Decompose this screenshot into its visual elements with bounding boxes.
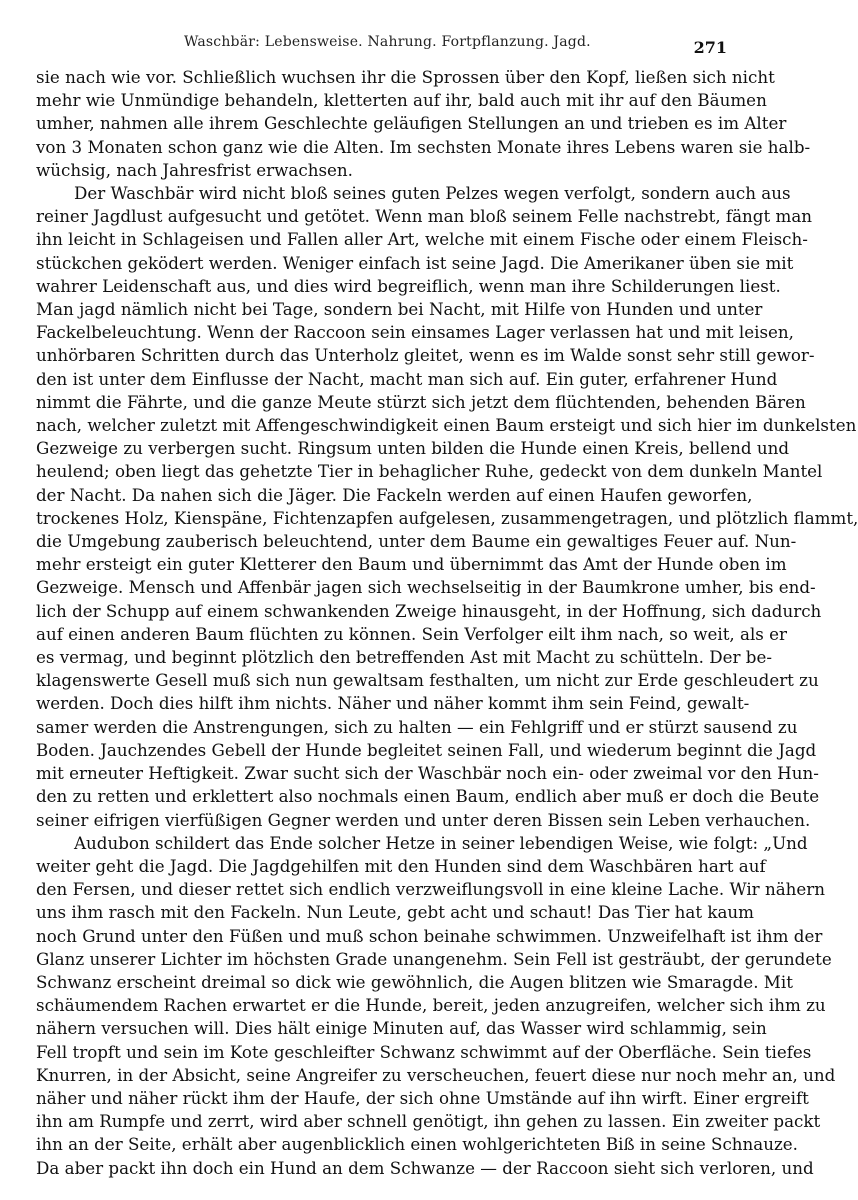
text-line: unhörbaren Schritten durch das Unterholz gleitet, wenn es im Walde sonst sehr still gewor-: [36, 345, 815, 366]
text-line: der Nacht. Da nahen sich die Jäger. Die Fackeln werden auf einen Haufen geworfen,: [36, 484, 753, 505]
text-line: samer werden die Anstrengungen, sich zu halten — ein Fehlgriff und er stürzt sausend zu: [36, 716, 798, 737]
text-line: werden. Doch dies hilft ihm nichts. Näher und näher kommt ihm sein Feind, gewalt-: [36, 693, 750, 714]
text-line: noch Grund unter den Füßen und muß schon beinahe schwimmen. Unzweifelhaft ist ihm der: [36, 925, 823, 946]
text-line: wahrer Leidenschaft aus, und dies wird begreiflich, wenn man ihre Schilderungen liest.: [36, 275, 781, 296]
text-line: stückchen geködert werden. Weniger einfach ist seine Jagd. Die Amerikaner üben sie mit: [36, 252, 794, 273]
text-line: den ist unter dem Einflusse der Nacht, macht man sich auf. Ein guter, erfahrener Hund: [36, 368, 778, 389]
text-line: ihn am Rumpfe und zerrt, wird aber schnell genötigt, ihn gehen zu lassen. Ein zweiter packt: [36, 1111, 821, 1132]
text-line: heulend; oben liegt das gehetzte Tier in behaglicher Ruhe, gedeckt von dem dunkeln Mantel: [36, 461, 823, 482]
text-line: den Fersen, und dieser rettet sich endlich verzweiflungsvoll in eine kleine Lache. Wir nähern: [36, 879, 825, 900]
text-line: Schwanz erscheint dreimal so dick wie gewöhnlich, die Augen blitzen wie Smaragde. Mit: [36, 971, 793, 992]
text-line: Boden. Jauchzendes Gebell der Hunde begleitet seinen Fall, und wiederum beginnt die Jagd: [36, 739, 817, 760]
text-line: nähern versuchen will. Dies hält einige Minuten auf, das Wasser wird schlammig, sein: [36, 1018, 767, 1039]
text-line: lich der Schupp auf einem schwankenden Zweige hinausgeht, in der Hoffnung, sich dadurch: [36, 600, 822, 621]
text-line: näher und näher rückt ihm der Haufe, der sich ohne Umstände auf ihn wirft. Einer ergreift: [36, 1087, 809, 1108]
body-text: [36, 66, 858, 1180]
text-line: reiner Jagdlust aufgesucht und getötet. Wenn man bloß seinem Felle nachstrebt, fängt man: [36, 206, 813, 227]
text-line: nimmt die Fährte, und die ganze Meute stürzt sich jetzt dem flüchtenden, behenden Bären: [36, 391, 806, 412]
page-number: 271: [693, 38, 727, 57]
text-line: Gezweige zu verbergen sucht. Ringsum unten bilden die Hunde einen Kreis, bellend und: [36, 438, 790, 459]
text-line: trockenes Holz, Kienspäne, Fichtenzapfen aufgelesen, zusammengetragen, und plötzlich flammt,: [36, 507, 858, 528]
text-line: Da aber packt ihn doch ein Hund an dem Schwanze — der Raccoon sieht sich verloren, und: [36, 1157, 814, 1178]
text-line: ihn leicht in Schlageisen und Fallen aller Art, welche mit einem Fische oder einem Fleisch-: [36, 229, 808, 250]
text-line: mit erneuter Heftigkeit. Zwar sucht sich der Waschbär noch ein- oder zweimal vor den Hun-: [36, 763, 819, 784]
text-line: wüchsig, nach Jahresfrist erwachsen.: [36, 159, 353, 180]
text-line: schäumendem Rachen erwartet er die Hunde, bereit, jeden anzugreifen, welcher sich ihm zu: [36, 995, 826, 1016]
text-line: Knurren, in der Absicht, seine Angreifer zu verscheuchen, feuert diese nur noch mehr an, und: [36, 1064, 836, 1085]
text-line: den zu retten und erklettert also nochmals einen Baum, endlich aber muß er doch die Beute: [36, 786, 820, 807]
text-line: Man jagd nämlich nicht bei Tage, sondern bei Nacht, mit Hilfe von Hunden und unter: [36, 299, 763, 320]
text-line: auf einen anderen Baum flüchten zu können. Sein Verfolger eilt ihm nach, so weit, als er: [36, 623, 788, 644]
text-line: mehr wie Unmündige behandeln, kletterten auf ihr, bald auch mit ihr auf den Bäumen: [36, 90, 767, 111]
paragraph-start-line: Der Waschbär wird nicht bloß seines guten Pelzes wegen verfolgt, sondern auch aus: [74, 183, 791, 204]
text-line: uns ihm rasch mit den Fackeln. Nun Leute, gebt acht und schaut! Das Tier hat kaum: [36, 902, 754, 923]
text-line: umher, nahmen alle ihrem Geschlechte geläufigen Stellungen an und trieben es im Alter: [36, 113, 787, 134]
text-line: Fackelbeleuchtung. Wenn der Raccoon sein einsames Lager verlassen hat und mit leisen,: [36, 322, 794, 343]
running-head: Waschbär: Lebensweise. Nahrung. Fortpflanzung. Jagd.: [184, 34, 591, 50]
text-line: weiter geht die Jagd. Die Jagdgehilfen mit den Hunden sind dem Waschbären hart auf: [36, 855, 766, 876]
text-line: mehr ersteigt ein guter Kletterer den Baum und übernimmt das Amt der Hunde oben im: [36, 554, 787, 575]
text-line: nach, welcher zuletzt mit Affengeschwindigkeit einen Baum ersteigt und sich hier im dunkelsten: [36, 415, 857, 436]
paragraph-start-line: Audubon schildert das Ende solcher Hetze in seiner lebendigen Weise, wie folgt: „Und: [74, 832, 808, 853]
text-line: Fell tropft und sein im Kote geschleifter Schwanz schwimmt auf der Oberfläche. Sein tiefes: [36, 1041, 812, 1062]
text-line: seiner eifrigen vierfüßigen Gegner werden und unter deren Bissen sein Leben verhauchen.: [36, 809, 811, 830]
text-line: Glanz unserer Lichter im höchsten Grade unangenehm. Sein Fell ist gesträubt, der gerundete: [36, 948, 832, 969]
text-line: ihn an der Seite, erhält aber augenblicklich einen wohlgerichteten Biß in seine Schnauze.: [36, 1134, 798, 1155]
text-line: es vermag, und beginnt plötzlich den betreffenden Ast mit Macht zu schütteln. Der be-: [36, 647, 773, 668]
text-line: von 3 Monaten schon ganz wie die Alten. Im sechsten Monate ihres Lebens waren sie halb-: [36, 136, 811, 157]
text-line: sie nach wie vor. Schließlich wuchsen ihr die Sprossen über den Kopf, ließen sich nicht: [36, 67, 775, 87]
page-header: [36, 34, 727, 60]
text-line: klagenswerte Gesell muß sich nun gewaltsam festhalten, um nicht zur Erde geschleudert zu: [36, 670, 819, 691]
text-line: die Umgebung zauberisch beleuchtend, unter dem Baume ein gewaltiges Feuer auf. Nun-: [36, 531, 797, 552]
text-line: Gezweige. Mensch und Affenbär jagen sich wechselseitig in der Baumkrone umher, bis end-: [36, 577, 816, 598]
